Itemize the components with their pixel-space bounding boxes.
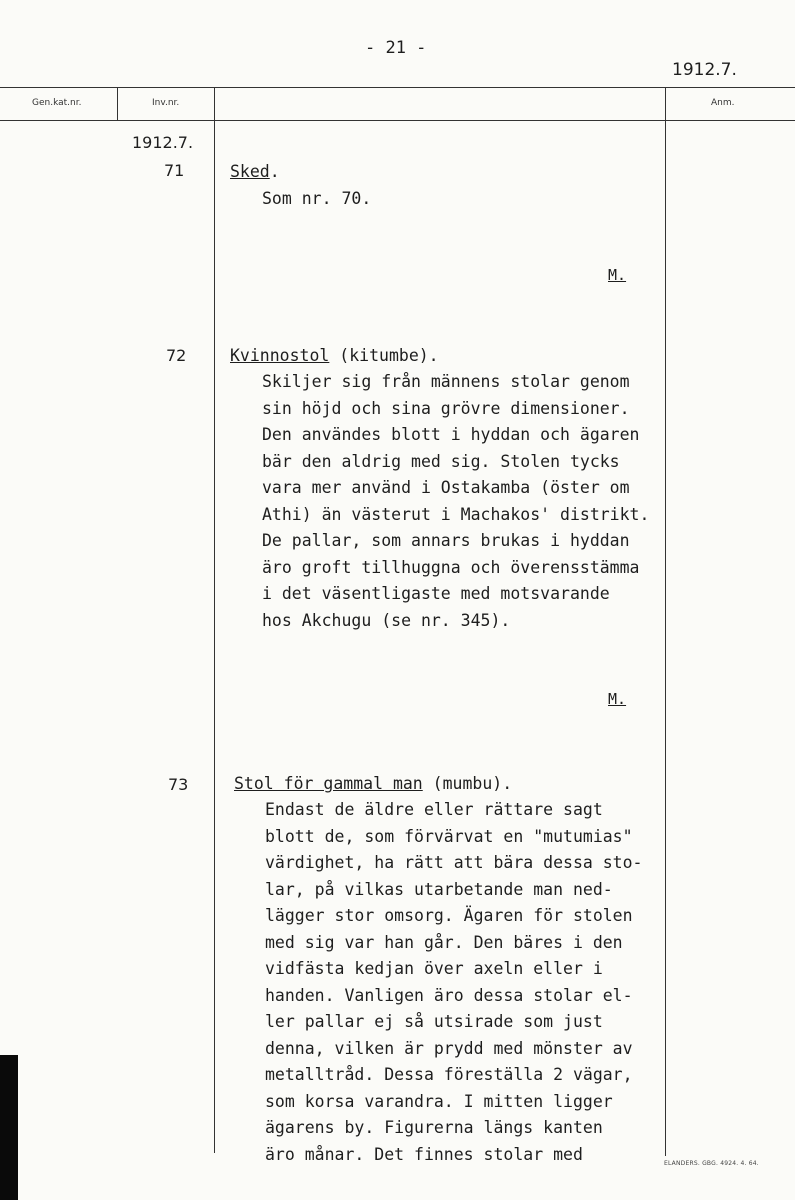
entry-text-line: sin höjd och sina grövre dimensioner. bbox=[262, 398, 630, 418]
entry-signature: M. bbox=[608, 266, 627, 284]
entry-title-suffix: . bbox=[269, 162, 280, 181]
entry-number: 73 bbox=[168, 775, 189, 794]
header-top-rule bbox=[0, 87, 795, 88]
entry-title-line bbox=[230, 159, 280, 186]
entry-text-line: ler pallar ej så utsirade som just bbox=[265, 1012, 603, 1031]
column-heading-anm: Anm. bbox=[711, 98, 735, 108]
printer-mark: ELANDERS. GBG. 4924. 4. 64. bbox=[664, 1160, 759, 1167]
entry-text-line: vidfästa kedjan över axeln eller i bbox=[265, 959, 603, 978]
entry-text-line: metalltråd. Dessa föreställa 2 vägar, bbox=[265, 1065, 633, 1084]
entry-text-line: handen. Vanligen äro dessa stolar el- bbox=[265, 985, 633, 1005]
entry-title-line bbox=[230, 343, 439, 370]
column-heading-inv: Inv.nr. bbox=[152, 98, 180, 108]
entry-title: Stol för gammal man bbox=[234, 774, 423, 793]
entry-title-suffix: (kitumbe). bbox=[329, 346, 439, 365]
entry-text-line: bär den aldrig med sig. Stolen tycks bbox=[262, 451, 620, 471]
entry-text-line: lar, på vilkas utarbetande man ned- bbox=[265, 879, 613, 899]
inventory-date: 1912.7. bbox=[132, 133, 194, 152]
entry-title: Sked bbox=[230, 162, 270, 181]
entry-title: Kvinnostol bbox=[230, 346, 330, 365]
scan-edge-bar bbox=[0, 1055, 18, 1200]
entry-text-line: blott de, som förvärvat en "mutumias" bbox=[265, 826, 633, 846]
entry-text-line: Som nr. 70. bbox=[262, 189, 372, 208]
entry-text-line: Athi) än västerut i Machakos' distrikt. bbox=[262, 504, 650, 524]
header-date: 1912.7. bbox=[672, 60, 737, 80]
header-bottom-rule bbox=[0, 120, 795, 121]
entry-text-block bbox=[262, 369, 649, 634]
entry-text-line: Endast de äldre eller rättare sagt bbox=[265, 800, 603, 819]
page-number: - 21 - bbox=[365, 38, 427, 58]
entry-text-line: som korsa varandra. I mitten ligger bbox=[265, 1091, 613, 1111]
entry-text-line: värdighet, ha rätt att bära dessa sto- bbox=[265, 853, 643, 872]
entry-text-line: vara mer använd i Ostakamba (öster om bbox=[262, 478, 630, 497]
entry-title-line bbox=[234, 771, 512, 798]
column-divider-inv bbox=[117, 88, 118, 120]
entry-text-line: De pallar, som annars brukas i hyddan bbox=[262, 531, 630, 550]
entry-title-suffix: (mumbu). bbox=[422, 774, 513, 793]
entry-number: 71 bbox=[164, 161, 185, 180]
entry-text-line: äro groft tillhuggna och överensstämma bbox=[262, 557, 640, 577]
entry-signature: M. bbox=[608, 690, 627, 708]
entry-text-line: med sig var han går. Den bäres i den bbox=[265, 932, 623, 952]
entry-number: 72 bbox=[166, 346, 187, 365]
entry-text-block bbox=[265, 797, 643, 1168]
column-heading-gen-kat: Gen.kat.nr. bbox=[32, 98, 82, 108]
entry-text-line: ägarens by. Figurerna längs kanten bbox=[265, 1118, 603, 1137]
entry-text-line: äro månar. Det finnes stolar med bbox=[265, 1144, 583, 1164]
entry-text-line: denna, vilken är prydd med mönster av bbox=[265, 1038, 633, 1058]
entry-text-line: i det väsentligaste med motsvarande bbox=[262, 584, 610, 603]
column-divider-anm bbox=[665, 88, 666, 1156]
column-divider-text bbox=[214, 88, 215, 1153]
entry-text-line: Skiljer sig från männens stolar genom bbox=[262, 372, 630, 391]
entry-text-line: hos Akchugu (se nr. 345). bbox=[262, 610, 511, 630]
entry-text-line: Den användes blott i hyddan och ägaren bbox=[262, 425, 640, 444]
entry-text-line: lägger stor omsorg. Ägaren för stolen bbox=[265, 906, 633, 925]
